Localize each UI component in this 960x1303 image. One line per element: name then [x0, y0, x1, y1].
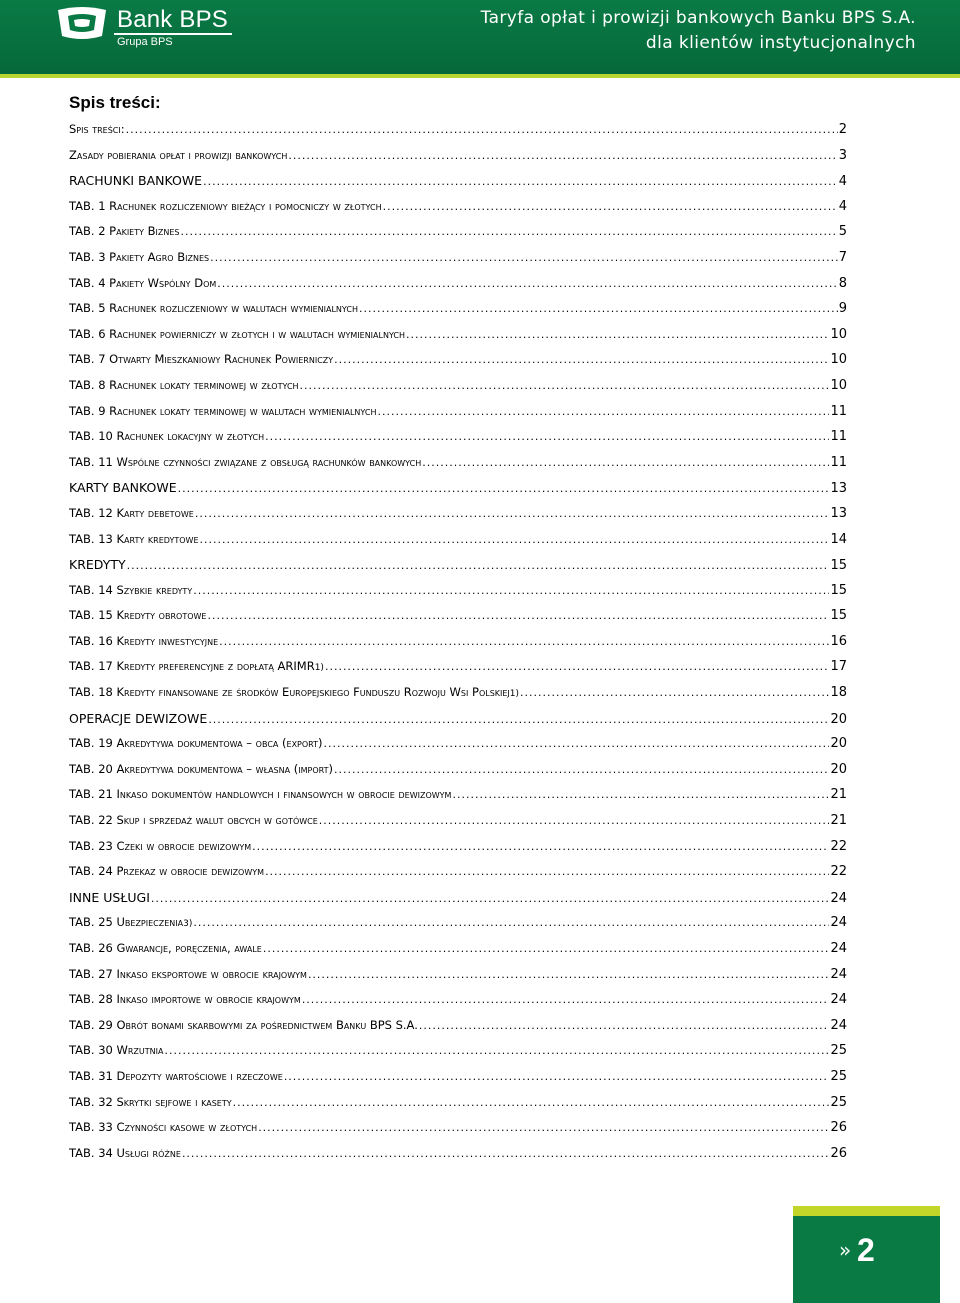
toc-entry-page: 24 [830, 992, 847, 1008]
toc-entry-label: TAB. 30 Wrzutnia [69, 1043, 164, 1058]
toc-entry-page: 24 [830, 1017, 847, 1033]
toc-entry-label: TAB. 26 Gwarancje, poręczenia, awale [69, 941, 262, 955]
toc-entry-label: TAB. 12 Karty debetowe [69, 505, 194, 520]
toc-entry-page: 24 [830, 915, 847, 931]
toc-entry-page: 25 [830, 1094, 847, 1110]
toc-entry-page: 10 [830, 377, 847, 393]
toc-entry[interactable] [69, 987, 847, 1013]
toc-entry-label: TAB. 33 Czynności kasowe w złotych [69, 1120, 258, 1135]
toc-entry[interactable] [69, 296, 847, 322]
toc-entry-leader [252, 834, 829, 860]
toc-entry-label: TAB. 19 Akredytywa dokumentowa – obca (export) [69, 736, 323, 751]
toc-entry-leader [210, 245, 838, 271]
toc-entry-leader [302, 987, 830, 1013]
toc-entry-label: TAB. 27 Inkaso eksportowe w obrocie krajowym [69, 966, 307, 981]
toc-entry[interactable] [69, 1115, 847, 1141]
toc-entry-page: 10 [830, 326, 847, 342]
toc-entry-label: TAB. 24 Przekaz w obrocie dewizowym [69, 864, 265, 879]
toc-entry-page: 9 [838, 301, 847, 317]
toc-entry-page: 20 [830, 711, 847, 727]
toc-entry-label: TAB. 20 Akredytywa dokumentowa – własna (import) [69, 761, 333, 776]
toc-entry-label: TAB. 32 Skrytki sejfowe i kasety [69, 1094, 232, 1109]
toc-entry-label: TAB. 10 Rachunek lokacyjny w złotych [69, 429, 265, 444]
page-header [0, 0, 960, 78]
toc-entry-leader [334, 757, 829, 783]
toc-entry[interactable] [69, 757, 847, 783]
toc-entry-label: KREDYTY [69, 557, 126, 573]
toc-entry-page: 10 [830, 352, 847, 368]
toc-entry[interactable] [69, 168, 847, 194]
toc-entry-label: TAB. 16 Kredyty inwestycyjne [69, 633, 219, 648]
toc-entry-leader [288, 143, 837, 169]
toc-entry-leader [217, 271, 837, 297]
toc-entry-leader [419, 1013, 830, 1039]
toc-entry-label: TAB. 13 Karty kredytowe [69, 531, 199, 546]
toc-entry-label: Zasady pobierania opłat i prowizji bankowych [69, 147, 288, 162]
toc-entry-page: 13 [830, 481, 847, 497]
toc-entry[interactable] [69, 1038, 847, 1064]
toc-entry-label: TAB. 17 Kredyty preferencyjne z dopłatą ARIMR [69, 659, 315, 674]
toc-entry[interactable] [69, 782, 847, 808]
toc-entry-label: TAB. 7 Otwarty Mieszkaniowy Rachunek Powierniczy [69, 352, 334, 367]
toc-entry-leader [258, 1115, 829, 1141]
toc-entry[interactable] [69, 1013, 847, 1039]
toc-entry-page: 8 [838, 275, 847, 291]
toc-entry-leader [208, 707, 829, 733]
toc-entry-label: Spis treści: [69, 122, 125, 136]
toc-entry-leader [406, 322, 829, 348]
toc-entry-page: 26 [830, 1145, 847, 1161]
toc-entry-leader [233, 1090, 830, 1116]
toc-entry-page: 20 [830, 736, 847, 752]
toc-entry-label: TAB. 18 Kredyty finansowane ze środków Europejskiego Funduszu Rozwoju Wsi Polskiej [69, 685, 510, 700]
toc-entry-page: 22 [830, 838, 847, 854]
document-title [481, 6, 916, 56]
toc-entry[interactable] [69, 1090, 847, 1116]
toc-entry-leader [324, 731, 830, 757]
toc-entry-page: 11 [830, 454, 847, 470]
toc-entry-label: TAB. 9 Rachunek lokaty terminowej w walutach wymienialnych [69, 403, 377, 418]
toc-entry-page: 25 [830, 1068, 847, 1084]
toc-heading: Spis treści: [69, 93, 161, 112]
toc-entry[interactable] [69, 1141, 847, 1167]
toc-entry[interactable] [69, 962, 847, 988]
toc-entry-leader [284, 1064, 830, 1090]
toc-entry[interactable] [69, 706, 847, 732]
toc-entry-label: TAB. 15 Kredyty obrotowe [69, 608, 207, 623]
toc-entry-leader [193, 910, 829, 936]
toc-entry-leader [319, 808, 830, 834]
toc-entry[interactable] [69, 859, 847, 885]
toc-entry[interactable] [69, 885, 847, 911]
toc-entry-page: 11 [830, 429, 847, 445]
toc-entry-page: 16 [830, 633, 847, 649]
toc-entry-leader [377, 399, 829, 425]
toc-entry-label: TAB. 28 Inkaso importowe w obrocie krajowym [69, 992, 301, 1007]
toc-entry-leader [127, 553, 830, 579]
toc-entry-label: TAB. 22 Skup i sprzedaż walut obcych w gotówce [69, 813, 318, 828]
toc-entry[interactable] [69, 347, 847, 373]
toc-entry-label: TAB. 6 Rachunek powierniczy w złotych i w walutach wymienialnych [69, 326, 405, 341]
toc-entry-leader [334, 347, 829, 373]
toc-entry-leader [181, 219, 838, 245]
toc-entry-page: 24 [830, 941, 847, 956]
toc-entry-leader [263, 936, 830, 962]
toc-entry[interactable] [69, 424, 847, 450]
toc-entry-page: 17 [830, 659, 847, 675]
toc-entry[interactable] [69, 373, 847, 399]
toc-entry-leader [203, 169, 838, 195]
toc-entry-label: OPERACJE DEWIZOWE [69, 710, 208, 726]
toc-entry[interactable]: TAB. 17 Kredyty preferencyjne z dopłatą ARIMR 1) ..... 17 [69, 654, 847, 680]
toc-entry[interactable]: TAB. 18 Kredyty finansowane ze środków Europejskiego Funduszu Rozwoju Wsi Polskiej 1) ..... 18 [69, 680, 847, 706]
toc-entry-leader [265, 424, 829, 450]
toc-entry-page: 3 [838, 147, 847, 163]
toc-entry[interactable] [69, 245, 847, 271]
brand-divider [114, 33, 232, 35]
toc-entry-label: TAB. 4 Pakiety Wspólny Dom [69, 275, 217, 290]
toc-entry-leader [178, 476, 830, 502]
toc-entry-label: TAB. 3 Pakiety Agro Biznes [69, 249, 210, 264]
toc-entry[interactable] [69, 936, 847, 962]
toc-entry[interactable] [69, 475, 847, 501]
toc-entry[interactable] [69, 117, 847, 143]
toc-entry-leader [520, 680, 829, 706]
toc-entry-leader [300, 373, 830, 399]
toc-entry[interactable]: TAB. 25 Ubezpieczenia 3) ..... 24 [69, 910, 847, 936]
toc-entry-label: TAB. 29 Obrót bonami skarbowymi za pośrednictwem Banku BPS S.A. [69, 1017, 418, 1032]
toc-entry-leader [325, 654, 830, 680]
page-number-badge [793, 1206, 940, 1303]
toc-entry-page: 15 [830, 558, 847, 574]
toc-entry[interactable] [69, 1064, 847, 1090]
toc-entry-label: TAB. 5 Rachunek rozliczeniowy w walutach wymienialnych [69, 301, 358, 316]
toc-entry-label: TAB. 8 Rachunek lokaty terminowej w złotych [69, 377, 299, 392]
toc-entry-leader [452, 782, 829, 808]
page-number: 2 [857, 1232, 875, 1268]
toc-entry[interactable] [69, 143, 847, 169]
toc-entry-page: 21 [830, 787, 847, 803]
toc-entry-page: 18 [830, 685, 847, 701]
toc-entry-leader [126, 117, 838, 143]
page-marker: » [839, 1238, 852, 1262]
toc-entry-page: 11 [830, 403, 847, 419]
toc-entry-label: KARTY BANKOWE [69, 480, 177, 496]
toc-entry-leader [195, 501, 830, 527]
toc-entry[interactable] [69, 399, 847, 425]
toc-entry[interactable] [69, 731, 847, 757]
toc-entry-label: TAB. 2 Pakiety Biznes [69, 224, 180, 239]
toc-entry[interactable] [69, 603, 847, 629]
brand-name: Bank BPS [117, 6, 228, 33]
toc-entry-page: 21 [830, 813, 847, 829]
toc-entry[interactable] [69, 527, 847, 553]
toc-entry-leader [164, 1038, 829, 1064]
toc-entry-page: 22 [830, 864, 847, 880]
toc-entry[interactable] [69, 194, 847, 220]
toc-entry-leader [182, 1141, 830, 1167]
toc-entry-label: TAB. 34 Usługi różne [69, 1145, 181, 1160]
toc-entry-label: TAB. 11 Wspólne czynności związane z obsługą rachunków bankowych [69, 454, 422, 469]
toc-entry-leader [383, 194, 838, 220]
toc-entry-page: 13 [830, 505, 847, 521]
toc-entry-label: TAB. 23 Czeki w obrocie dewizowym [69, 838, 252, 853]
toc-entry-label: TAB. 31 Depozyty wartościowe i rzeczowe [69, 1068, 283, 1083]
toc-entry-leader [193, 578, 829, 604]
toc-entry-leader [308, 962, 830, 988]
toc-entry-leader [151, 886, 830, 912]
toc-entry-leader [422, 450, 829, 476]
document-title-line-2: dla klientów instytucjonalnych [645, 33, 916, 53]
toc-entry-leader [265, 859, 829, 885]
toc-entry-page: 20 [830, 761, 847, 777]
toc-entry-leader [219, 629, 829, 655]
bank-bps-logo-icon [54, 6, 110, 42]
toc-entry-label: TAB. 1 Rachunek rozliczeniowy bieżący i pomocniczy w złotych [69, 198, 382, 213]
toc-entry-page: 4 [838, 174, 847, 190]
document-title-line-1: Taryfa opłat i prowizji bankowych Banku BPS S.A. [480, 8, 916, 28]
toc-entry-page: 7 [838, 249, 847, 265]
toc-entry-page: 5 [838, 224, 847, 240]
toc-entry-page: 15 [830, 582, 847, 598]
toc-entry[interactable] [69, 578, 847, 604]
toc-entry-label: INNE USŁUGI [69, 889, 150, 905]
toc-entry[interactable] [69, 271, 847, 297]
toc-entry-page: 24 [830, 966, 847, 982]
toc-entry[interactable] [69, 629, 847, 655]
toc-entry-label: RACHUNKI BANKOWE [69, 173, 203, 189]
toc-entry-page: 25 [830, 1043, 847, 1059]
toc-entry[interactable] [69, 219, 847, 245]
toc-entry-leader [200, 527, 830, 553]
toc-entry-label: TAB. 21 Inkaso dokumentów handlowych i finansowych w obrocie dewizowym [69, 787, 452, 802]
toc-entry-page: 14 [830, 531, 847, 547]
toc-entry-leader [207, 603, 829, 629]
toc-entry[interactable] [69, 501, 847, 527]
table-of-contents [69, 117, 847, 1166]
toc-entry-page: 24 [830, 890, 847, 906]
toc-entry[interactable] [69, 322, 847, 348]
toc-entry-page: 2 [838, 122, 847, 137]
brand-subtitle: Grupa BPS [117, 36, 173, 48]
toc-entry[interactable] [69, 552, 847, 578]
toc-entry-leader [359, 296, 838, 322]
toc-entry-page: 4 [838, 198, 847, 214]
toc-entry-page: 15 [830, 608, 847, 624]
toc-entry-label: TAB. 25 Ubezpieczenia [69, 915, 184, 930]
toc-entry[interactable] [69, 834, 847, 860]
toc-entry-label: TAB. 14 Szybkie kredyty [69, 582, 193, 597]
toc-entry-page: 26 [830, 1120, 847, 1136]
toc-entry[interactable] [69, 450, 847, 476]
toc-entry[interactable] [69, 808, 847, 834]
